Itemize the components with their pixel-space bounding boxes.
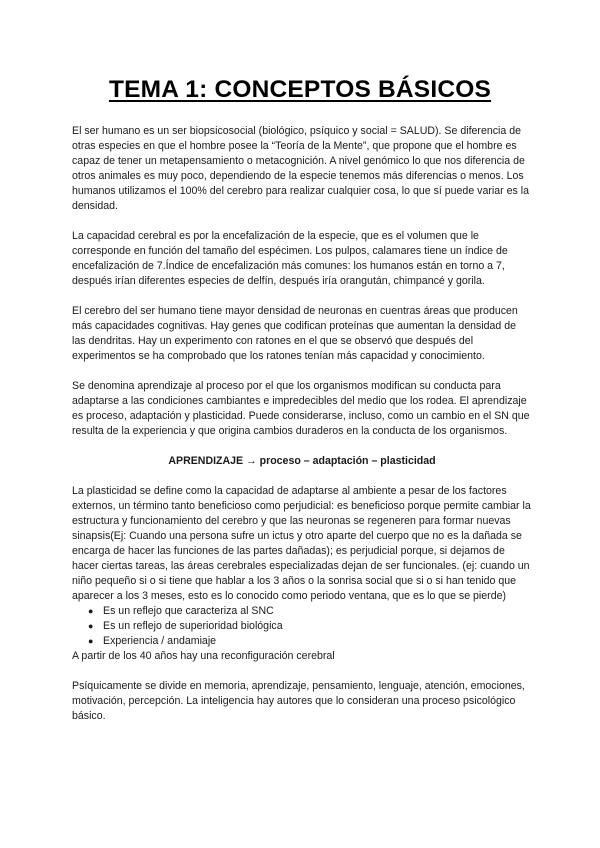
aprendizaje-headline: APRENDIZAJE → proceso – adaptación – plasticidad [168,455,436,467]
list-item [88,619,532,634]
bullet-icon: ● [88,636,94,646]
page-title: TEMA 1: CONCEPTOS BÁSICOS [108,76,492,103]
paragraph-reconfiguracion: A partir de los 40 años hay una reconfiguración cerebral [72,650,335,662]
plasticidad-list [72,604,532,649]
paragraph-densidad-neuronas: El cerebro del ser humano tiene mayor densidad de neuronas en cuentras áreas que producen más capacidades cognitivas. Hay genes que codifican proteínas que aumentan la densidad de las dendritas. Hay un experimento con ratones en el que se observó que después del experimentos se ha comprobado que los ratones tenían más capacidad y conocimiento. [72,305,518,362]
paragraph-psiquicamente: Psíquicamente se divide en memoria, aprendizaje, pensamiento, lenguaje, atención, emociones, motivación, percepción. La inteligencia hay autores que lo consideran una proceso psicológico básico. [72,680,525,722]
paragraph-plasticidad: La plasticidad se define como la capacidad de adaptarse al ambiente a pesar de los factores externos, un término tanto beneficioso como perjudicial: es beneficioso porque permite cambiar la estructura y funcionamiento del cerebro y que las neuronas se regeneren para formar nuevas sinapsis(Ej: Cuando una persona sufre un ictus y otro aparte del cuerpo que no es la dañada se encarga de hacer las funciones de las partes dañadas); es perjudicial porque, si dejamos de hacer ciertas tareas, las áreas cerebrales especializadas dejan de ser funcionales. (ej: cuando un niño pequeño si o si tiene que hablar a los 3 años o la sonrisa social que si o si han tenido que aparecer a los 3 meses, esto es lo conocido como periodo ventana, que es lo que se pierde) [72,485,531,602]
list-item-text: Experiencia / andamiaje [103,635,217,647]
paragraph-encefalizacion: La capacidad cerebral es por la encefalización de la especie, que es el volumen que le corresponde en función del tamaño del espécimen. Los pulpos, calamares tiene un índice de encefalización de 7.Índice de encefalización más comunes: los humanos están en torno a 7, después irían diferentes especies de delfín, después iría orangután, chimpancé y gorila. [72,230,508,287]
bullet-icon: ● [88,621,94,631]
list-item-text: Es un reflejo que caracteriza al SNC [103,605,274,617]
bullet-icon: ● [88,606,94,616]
document-body [72,124,532,739]
paragraph-aprendizaje: Se denomina aprendizaje al proceso por el que los organismos modifican su conducta para adaptarse a las condiciones cambiantes e impredecibles del medio que los rodea. El aprendizaje es proceso, adaptación y plasticidad. Puede considerarse, incluso, como un cambio en el SN que resulta de la experiencia y que origina cambios duraderos en la conducta de los organismos. [72,380,530,437]
paragraph-biopsicosocial: El ser humano es un ser biopsicosocial (biológico, psíquico y social = SALUD). Se diferencia de otras especies en que el hombre posee la “Teoría de la Mente”, que propone que el hombre es capaz de tener un metapensamiento o metacognición. A nivel genómico lo que nos diferencia de otros animales es muy poco, dependiendo de la especie tenemos más diferencias o menos. Los humanos utilizamos el 100% del cerebro para realizar cualquier cosa, lo que sí puede variar es la densidad. [72,125,529,212]
list-item [88,604,532,619]
list-item [88,634,532,649]
list-item-text: Es un reflejo de superioridad biológica [103,620,283,632]
